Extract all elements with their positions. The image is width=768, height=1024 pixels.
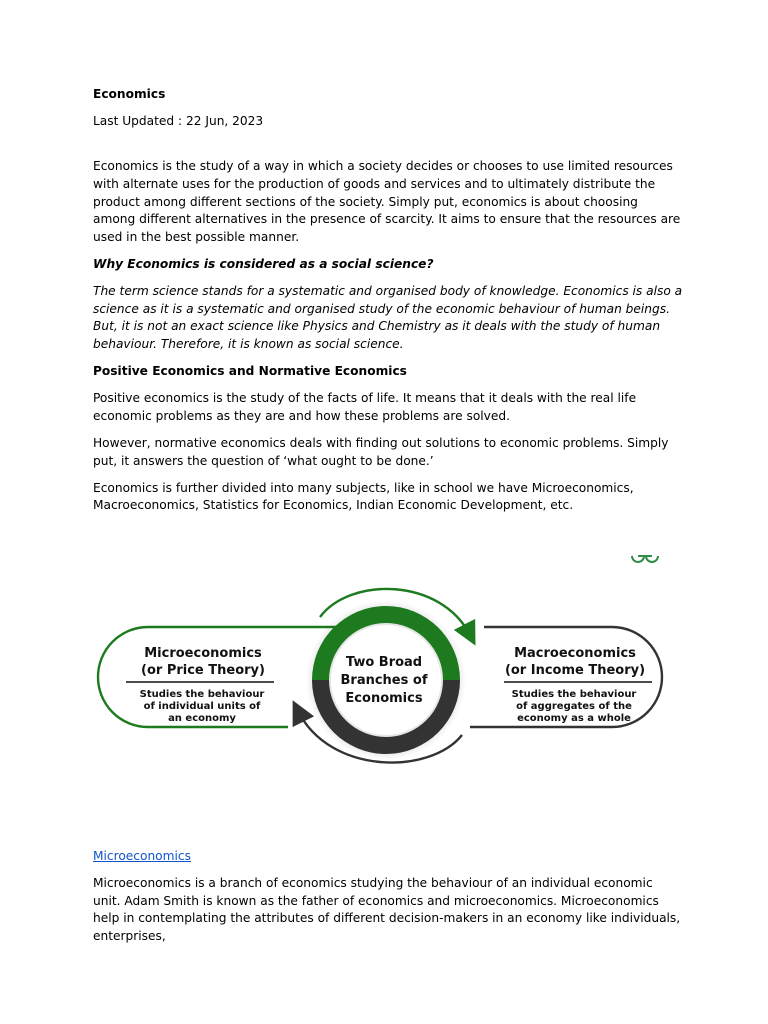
macro-desc-2: of aggregates of the — [516, 701, 632, 712]
spacer — [93, 140, 683, 158]
micro-subtitle: (or Price Theory) — [141, 663, 265, 678]
macro-subtitle: (or Income Theory) — [504, 663, 646, 678]
macro-desc-1: Studies the behaviour — [511, 689, 637, 700]
social-science-answer: The term science stands for a systematic and organised body of knowledge. Economics is also a science as it is a systematic and organised study of the economic behaviour of human beings. But, it is not an exact science like Physics and Chemistry as it deals with the study of human behaviour. Therefore, it is known as social science. — [93, 284, 683, 351]
micro-paragraph: Microeconomics is a branch of economics studying the behaviour of an individual economic unit. Adam Smith is known as the father of economics and microeconomics. Microeconomics help in contemplating the attributes of different decision-makers in an economy like individuals, enterprises, — [93, 876, 681, 943]
micro-section — [93, 848, 683, 955]
document-body — [93, 86, 683, 525]
positive-paragraph: Positive economics is the study of the facts of life. It means that it deals with the real life economic problems as they are and how these problems are solved. — [93, 391, 637, 423]
microeconomics-link[interactable]: Microeconomics — [93, 849, 191, 863]
center-line-2: Branches of — [340, 673, 428, 688]
micro-title: Microeconomics — [144, 646, 262, 661]
intro-paragraph: Economics is the study of a way in which a society decides or chooses to use limited resources with alternate uses for the production of goods and services and to ultimately distribute the product among different sections of the society. Simply put, economics is about choosing among different alternatives in the presence of scarcity. It aims to ensure that the resources are used in the best possible manner. — [93, 159, 681, 244]
social-science-question: Why Economics is considered as a social science? — [93, 256, 434, 271]
branches-diagram — [0, 535, 768, 795]
micro-desc-2: of individual units of — [143, 701, 261, 712]
normative-paragraph: However, normative economics deals with finding out solutions to economic problems. Simply put, it answers the question of ‘what ought to be done.’ — [93, 436, 669, 468]
macro-title: Macroeconomics — [514, 646, 636, 661]
last-updated: Last Updated : 22 Jun, 2023 — [93, 114, 264, 129]
center-line-1: Two Broad — [345, 655, 423, 670]
micro-desc-1: Studies the behaviour — [139, 689, 265, 700]
branches-figure — [0, 535, 768, 795]
macro-desc-3: economy as a whole — [517, 713, 631, 724]
center-line-3: Economics — [345, 691, 423, 706]
section-heading: Positive Economics and Normative Economics — [93, 364, 407, 379]
subjects-paragraph: Economics is further divided into many subjects, like in school we have Microeconomics, Macroeconomics, Statistics for Economics, Indian Economic Development, etc. — [93, 480, 634, 513]
page-title: Economics — [93, 87, 166, 101]
micro-desc-3: an economy — [168, 713, 236, 724]
gfg-logo-icon — [632, 556, 658, 562]
